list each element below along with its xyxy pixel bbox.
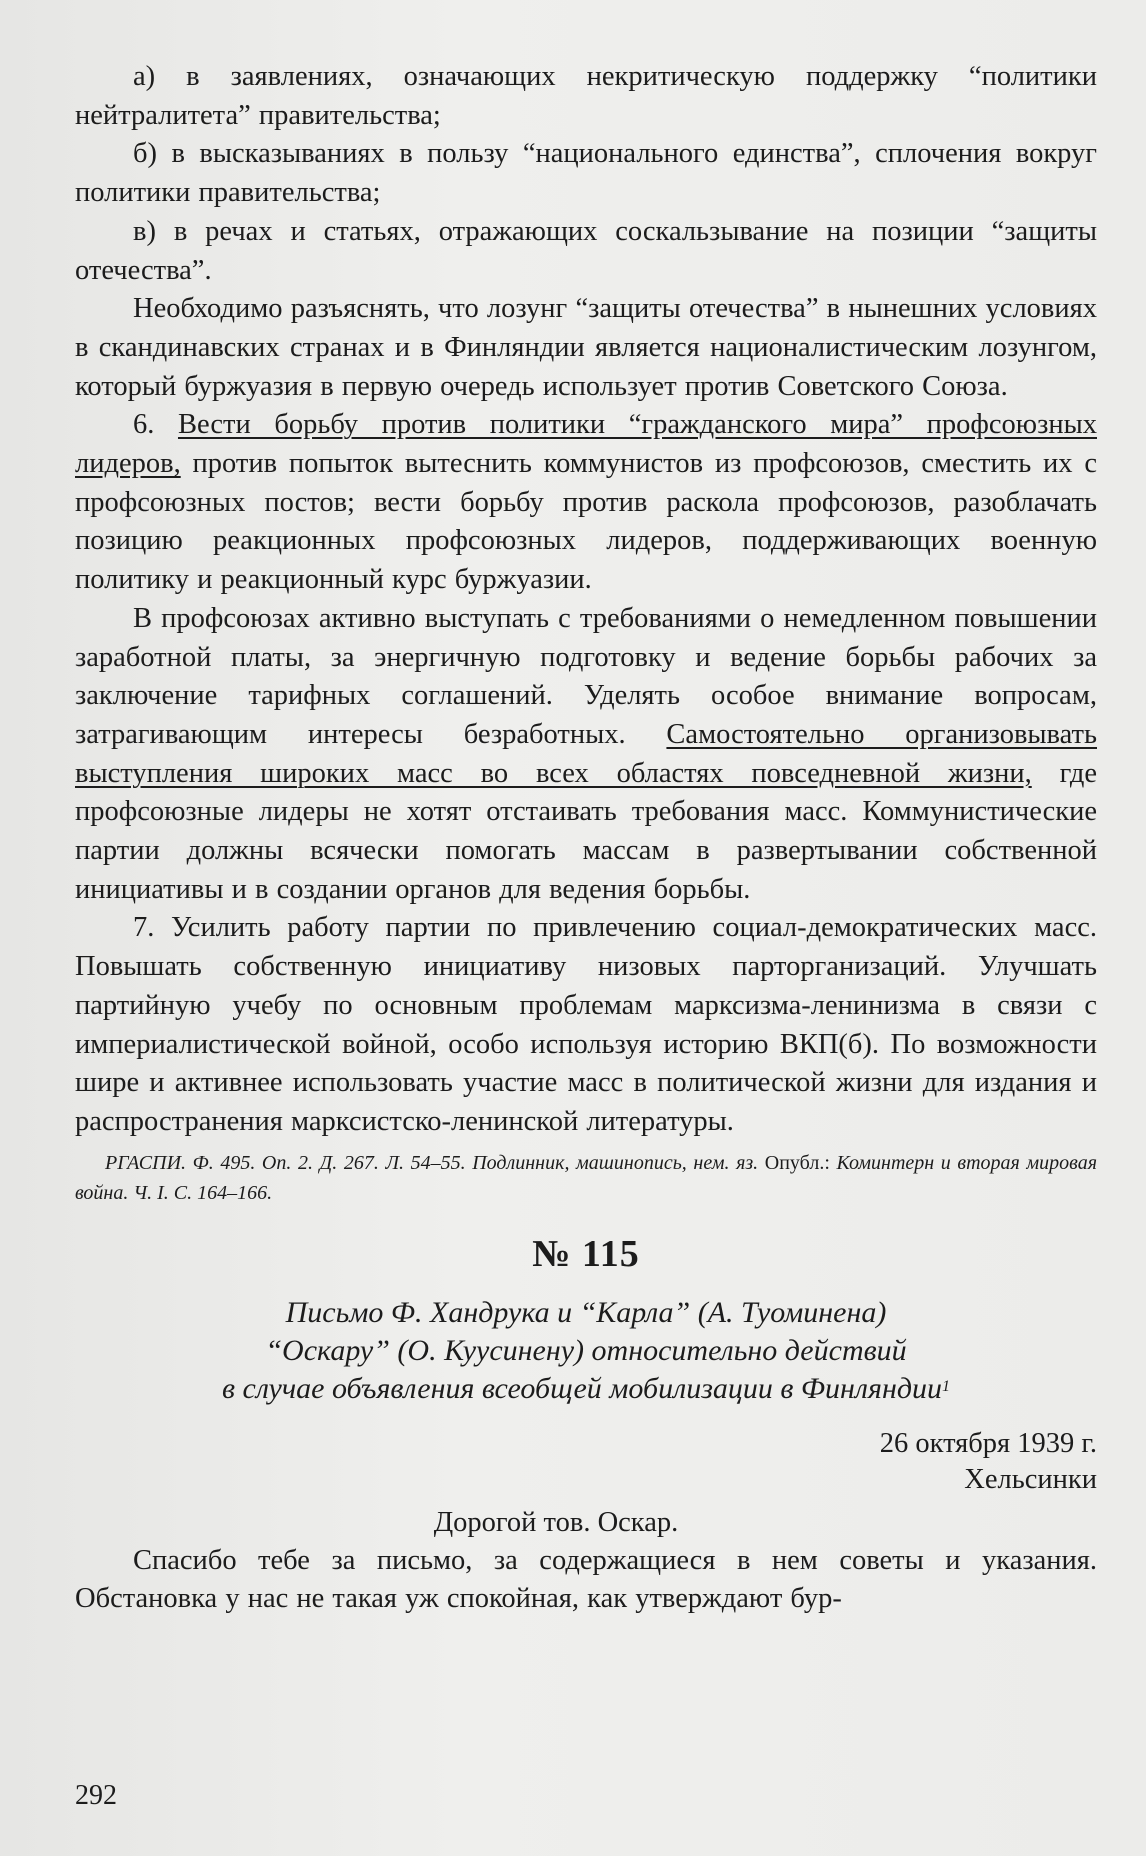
source-note	[75, 1148, 1097, 1208]
point-6-rest: против попыток вытеснить коммунистов из профсоюзов, сместить их с профсоюзных постов; вести борьбу против раскола профсоюзов, разоблачать позицию реакционных профсоюзных лидеров, поддерживающих военную политику и реакционный курс буржуазии.	[75, 448, 1098, 596]
title-line-3-text: в случае объявления всеобщей мобилизации в Финляндии	[221, 1371, 943, 1405]
item-a: а) в заявлениях, означающих некритическую поддержку “политики нейтралитета” правительства;	[75, 61, 1097, 131]
paragraph-unions	[75, 600, 1097, 910]
footnote-mark: 1	[942, 1377, 951, 1395]
title-line-1: Письмо Ф. Хандрука и “Карла” (А. Туоминена)	[285, 1295, 887, 1329]
unions-rest: где профсоюзные лидеры не хотят отстаивать требования масс. Коммунистические партии должны всячески помогать массам в развертывании собственной инициативы и в создании органов для ведения борьбы.	[75, 757, 1097, 905]
point-6	[75, 406, 1097, 600]
item-b: б) в высказываниях в пользу “национального единства”, сплочения вокруг политики правительства;	[75, 138, 1097, 209]
unions-underlined: Самостоятельно организовывать выступления широких масс во всех областях повседневной жизни,	[75, 718, 1097, 789]
page-number: 292	[75, 1780, 117, 1811]
document-place: Хельсинки	[964, 1463, 1097, 1495]
title-line-2: “Оскару” (О. Куусинену) относительно действий	[265, 1333, 907, 1367]
source-publ-label: Опубл.:	[764, 1151, 830, 1174]
source-publication: Коминтерн и вторая мировая война. Ч. I. С. 164–166.	[75, 1151, 1098, 1204]
unions-start: В профсоюзах активно выступать с требованиями о немедленном повышении заработной платы, за энергичную подготовку и ведение борьбы рабочих за заключение тарифных соглашений. Уделять особое внимание вопросам, затрагивающим интересы безработных.	[75, 602, 1097, 750]
source-archive: РГАСПИ. Ф. 495. Оп. 2. Д. 267. Л. 54–55. Подлинник, машинопись, нем. яз.	[105, 1151, 759, 1174]
document-number: № 115	[532, 1232, 640, 1275]
point-6-underlined: Вести борьбу против политики “гражданского мира” профсоюзных лидеров,	[75, 409, 1097, 480]
document-dateline	[75, 1426, 1097, 1498]
point-6-number: 6.	[133, 409, 155, 441]
title-line-3	[115, 1370, 1057, 1408]
point-7: 7. Усилить работу партии по привлечению социал-демократических масс. Повышать собственную инициативу низовых парторганизаций. Улучшать партийную учебу по основным проблемам марксизма-ленинизма в связи с империалистической войной, особо используя историю ВКП(б). По возможности шире и активнее использовать участие масс в политической жизни для издания и распространения марксистско-ленинской литературы.	[75, 912, 1097, 1137]
document-date: 26 октября 1939 г.	[879, 1427, 1097, 1459]
paragraph-explain: Необходимо разъяснять, что лозунг “защиты отечества” в нынешних условиях в скандинавских странах и в Финляндии является националистическим лозунгом, который буржуазия в первую очередь использует против Советского Союза.	[75, 293, 1097, 402]
item-v: в) в речах и статьях, отражающих соскальзывание на позиции “защиты отечества”.	[75, 215, 1097, 286]
salutation: Дорогой тов. Оскар.	[433, 1506, 679, 1538]
letter-body: Спасибо тебе за письмо, за содержащиеся в нем советы и указания. Обстановка у нас не такая уж спокойная, как утверждают бур-	[75, 1544, 1097, 1615]
document-title	[75, 1294, 1097, 1408]
page-text-column	[75, 58, 1097, 1619]
